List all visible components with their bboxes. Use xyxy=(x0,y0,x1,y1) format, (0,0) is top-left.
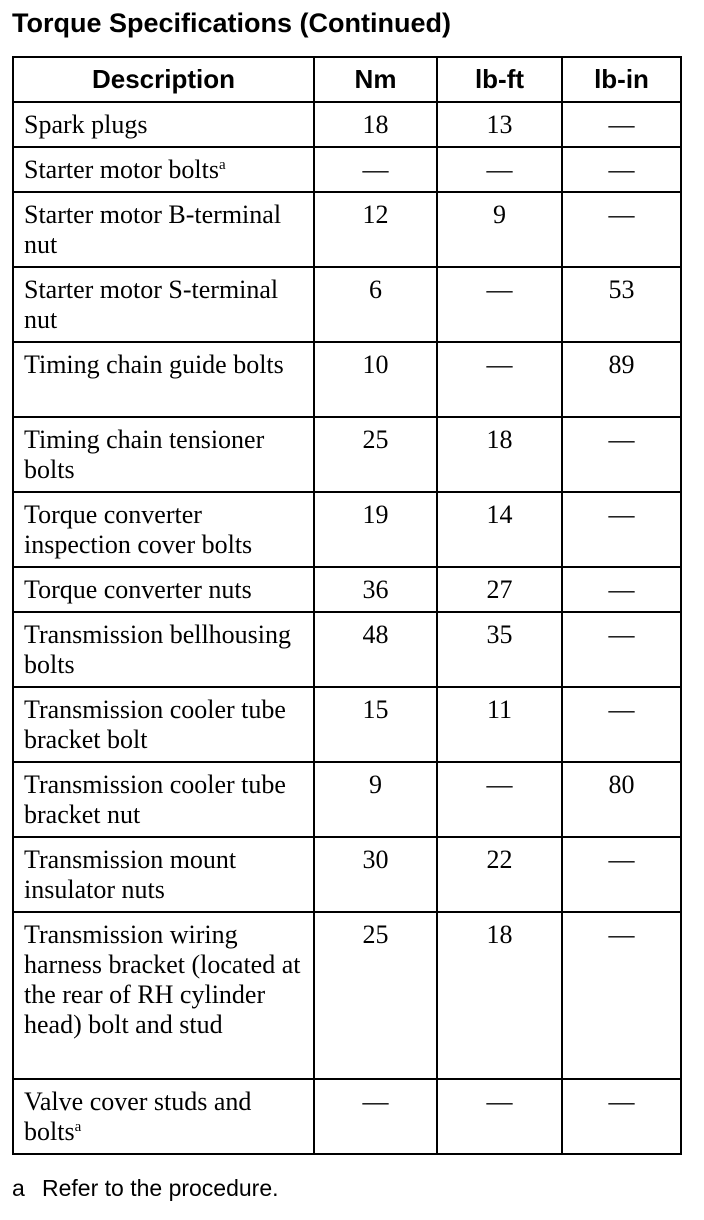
row-nm-value: 25 xyxy=(314,912,437,1079)
row-lbin-value: 53 xyxy=(562,267,681,342)
row-lbft-value: 13 xyxy=(437,102,562,147)
table-row xyxy=(13,147,681,192)
table-row xyxy=(13,567,681,612)
row-lbin-value: — xyxy=(562,687,681,762)
table-row xyxy=(13,912,681,1079)
row-description xyxy=(13,762,314,837)
table-row xyxy=(13,687,681,762)
page-title: Torque Specifications (Continued) xyxy=(12,8,452,38)
torque-spec-table xyxy=(12,56,682,1155)
row-description xyxy=(13,912,314,1079)
description-text: Transmission cooler tube bracket nut xyxy=(24,770,286,829)
row-nm-value: — xyxy=(314,147,437,192)
description-text: Timing chain guide bolts xyxy=(24,350,284,379)
row-description xyxy=(13,687,314,762)
table-row xyxy=(13,192,681,267)
row-nm-value: 10 xyxy=(314,342,437,417)
row-description xyxy=(13,837,314,912)
description-text: Transmission cooler tube bracket bolt xyxy=(24,695,286,754)
row-description xyxy=(13,612,314,687)
row-description xyxy=(13,102,314,147)
description-text: Transmission bellhousing bolts xyxy=(24,620,292,679)
row-lbft-value: 11 xyxy=(437,687,562,762)
table-row xyxy=(13,342,681,417)
column-header-nm: Nm xyxy=(314,57,437,102)
row-description xyxy=(13,192,314,267)
row-lbin-value: — xyxy=(562,192,681,267)
row-lbin-value: 89 xyxy=(562,342,681,417)
footnote xyxy=(12,1175,279,1202)
description-text: Starter motor B-terminal nut xyxy=(24,200,282,259)
footnote-marker: a xyxy=(74,1119,82,1135)
row-lbin-value: — xyxy=(562,837,681,912)
table-row xyxy=(13,102,681,147)
row-description xyxy=(13,1079,314,1154)
footnote-marker: a xyxy=(218,157,226,173)
row-lbin-value: — xyxy=(562,567,681,612)
column-header-lb-in: lb-in xyxy=(562,57,681,102)
row-nm-value: 12 xyxy=(314,192,437,267)
description-text: Valve cover studs and bolts xyxy=(24,1087,252,1146)
row-nm-value: — xyxy=(314,1079,437,1154)
row-lbft-value: 14 xyxy=(437,492,562,567)
row-lbin-value: — xyxy=(562,147,681,192)
row-description xyxy=(13,417,314,492)
row-description xyxy=(13,342,314,417)
row-nm-value: 18 xyxy=(314,102,437,147)
row-lbft-value: 27 xyxy=(437,567,562,612)
row-nm-value: 48 xyxy=(314,612,437,687)
table-row xyxy=(13,267,681,342)
description-text: Transmission mount insulator nuts xyxy=(24,845,237,904)
footnote-letter: a xyxy=(12,1175,25,1201)
table-header-row xyxy=(13,57,681,102)
row-description xyxy=(13,492,314,567)
row-lbft-value: 9 xyxy=(437,192,562,267)
description-text: Torque converter nuts xyxy=(24,575,252,604)
row-lbin-value: — xyxy=(562,492,681,567)
description-text: Timing chain tensioner bolts xyxy=(24,425,265,484)
row-lbft-value: 18 xyxy=(437,912,562,1079)
table-row xyxy=(13,612,681,687)
row-nm-value: 19 xyxy=(314,492,437,567)
row-lbin-value: 80 xyxy=(562,762,681,837)
table-row xyxy=(13,1079,681,1154)
row-lbft-value: — xyxy=(437,267,562,342)
column-header-description: Description xyxy=(13,57,314,102)
description-text: Torque converter inspection cover bolts xyxy=(24,500,253,559)
row-nm-value: 15 xyxy=(314,687,437,762)
footnote-text: Refer to the procedure. xyxy=(42,1175,279,1201)
row-lbin-value: — xyxy=(562,912,681,1079)
row-lbin-value: — xyxy=(562,102,681,147)
table-row xyxy=(13,417,681,492)
row-lbft-value: — xyxy=(437,342,562,417)
row-nm-value: 36 xyxy=(314,567,437,612)
table-row xyxy=(13,492,681,567)
table-row xyxy=(13,837,681,912)
row-nm-value: 6 xyxy=(314,267,437,342)
description-text: Starter motor bolts xyxy=(24,155,219,184)
row-lbft-value: 22 xyxy=(437,837,562,912)
row-nm-value: 25 xyxy=(314,417,437,492)
row-description xyxy=(13,567,314,612)
description-text: Transmission wiring harness bracket (located at the rear of RH cylinder head) bolt and stud xyxy=(24,920,301,1039)
row-lbin-value: — xyxy=(562,417,681,492)
row-description xyxy=(13,267,314,342)
row-lbft-value: — xyxy=(437,762,562,837)
column-header-lb-ft: lb-ft xyxy=(437,57,562,102)
row-lbft-value: — xyxy=(437,1079,562,1154)
description-text: Starter motor S-terminal nut xyxy=(24,275,279,334)
row-lbin-value: — xyxy=(562,612,681,687)
row-lbft-value: — xyxy=(437,147,562,192)
description-text: Spark plugs xyxy=(24,110,148,139)
row-lbft-value: 35 xyxy=(437,612,562,687)
table-row xyxy=(13,762,681,837)
row-lbin-value: — xyxy=(562,1079,681,1154)
row-lbft-value: 18 xyxy=(437,417,562,492)
row-nm-value: 30 xyxy=(314,837,437,912)
row-description xyxy=(13,147,314,192)
row-nm-value: 9 xyxy=(314,762,437,837)
